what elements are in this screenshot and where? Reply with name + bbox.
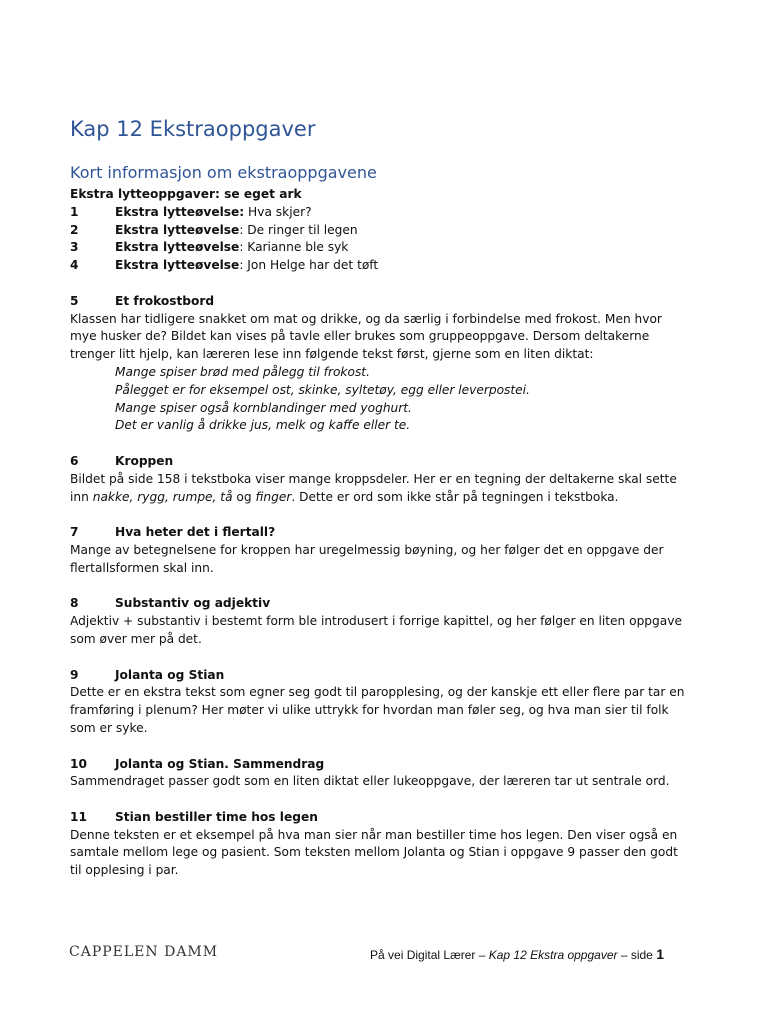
section-text: Bildet på side 158 i tekstboka viser mange kroppsdeler. Her er en tegning der deltakerne skal sette: [70, 471, 677, 486]
list-item: 1 Ekstra lytteøvelse: Hva skjer?: [70, 204, 312, 219]
list-item: 3 Ekstra lytteøvelse: Karianne ble syk: [70, 240, 349, 255]
section-text: flertallsformen skal inn.: [70, 560, 214, 575]
section-text: Dette er en ekstra tekst som egner seg godt til paropplesing, og der kanskje ett eller flere par tar en: [70, 685, 685, 700]
section-heading: 5 Et frokostbord: [70, 293, 215, 308]
section-heading: 8 Substantiv og adjektiv: [70, 596, 271, 611]
page-subtitle: Kort informasjon om ekstraoppgavene: [70, 163, 377, 182]
section-text: Denne teksten er et eksempel på hva man sier når man bestiller time hos legen. Den viser også en: [70, 827, 678, 842]
document-body: [70, 186, 710, 880]
section-text: framføring i plenum? Her møter vi ulike uttrykk for hvordan man føler seg, og hva man sier til folk: [70, 703, 669, 718]
listening-header: Ekstra lytteoppgaver: se eget ark: [70, 187, 302, 201]
section-heading: 10 Jolanta og Stian. Sammendrag: [70, 756, 325, 771]
section-heading: 11 Stian bestiller time hos legen: [70, 809, 318, 824]
section-text: som øver mer på det.: [70, 631, 202, 646]
page-title: Kap 12 Ekstraoppgaver: [70, 117, 316, 141]
dictation-line: Pålegget er for eksempel ost, skinke, syltetøy, egg eller leverpostei.: [115, 382, 530, 397]
section-text: Adjektiv + substantiv i bestemt form ble introdusert i forrige kapittel, og her følger en liten oppgave: [70, 614, 682, 629]
dictation-line: Det er vanlig å drikke jus, melk og kaffe eller te.: [115, 418, 411, 433]
dictation-line: Mange spiser også kornblandinger med yoghurt.: [115, 400, 412, 415]
section-heading: 7 Hva heter det i flertall?: [70, 525, 276, 540]
section-text: Mange av betegnelsene for kroppen har uregelmessig bøyning, og her følger det en oppgave der: [70, 542, 664, 557]
list-item: 4 Ekstra lytteøvelse: Jon Helge har det tøft: [70, 258, 379, 273]
section-heading: 6 Kroppen: [70, 453, 174, 468]
section-heading: 9 Jolanta og Stian: [70, 667, 225, 682]
section-text: samtale mellom lege og pasient. Som teksten mellom Jolanta og Stian i oppgave 9 passer den godt: [70, 845, 678, 860]
section-text: Sammendraget passer godt som en liten diktat eller lukeoppgave, der læreren tar ut sentrale ord.: [70, 774, 670, 789]
page-number: 1: [656, 946, 664, 962]
dictation-line: Mange spiser brød med pålegg til frokost.: [115, 364, 370, 379]
page-footer: På vei Digital Lærer – Kap 12 Ekstra oppgaver – side 1: [370, 946, 664, 962]
section-text: trenger litt hjelp, kan læreren lese inn følgende tekst først, gjerne som en liten diktat:: [70, 347, 594, 362]
section-text: som er syke.: [70, 720, 148, 735]
publisher-logo: CAPPELEN DAMM: [69, 944, 219, 960]
section-text: Klassen har tidligere snakket om mat og drikke, og da særlig i forbindelse med frokost. Men hvor: [70, 311, 662, 326]
section-text: til opplesing i par.: [70, 863, 179, 878]
section-text: inn nakke, rygg, rumpe, tå og finger. Dette er ord som ikke står på tegningen i tekstboka.: [70, 489, 619, 504]
list-item: 2 Ekstra lytteøvelse: De ringer til legen: [70, 222, 358, 237]
section-text: mye husker de? Bildet kan vises på tavle eller brukes som gruppeoppgave. Dersom deltakerne: [70, 329, 650, 344]
